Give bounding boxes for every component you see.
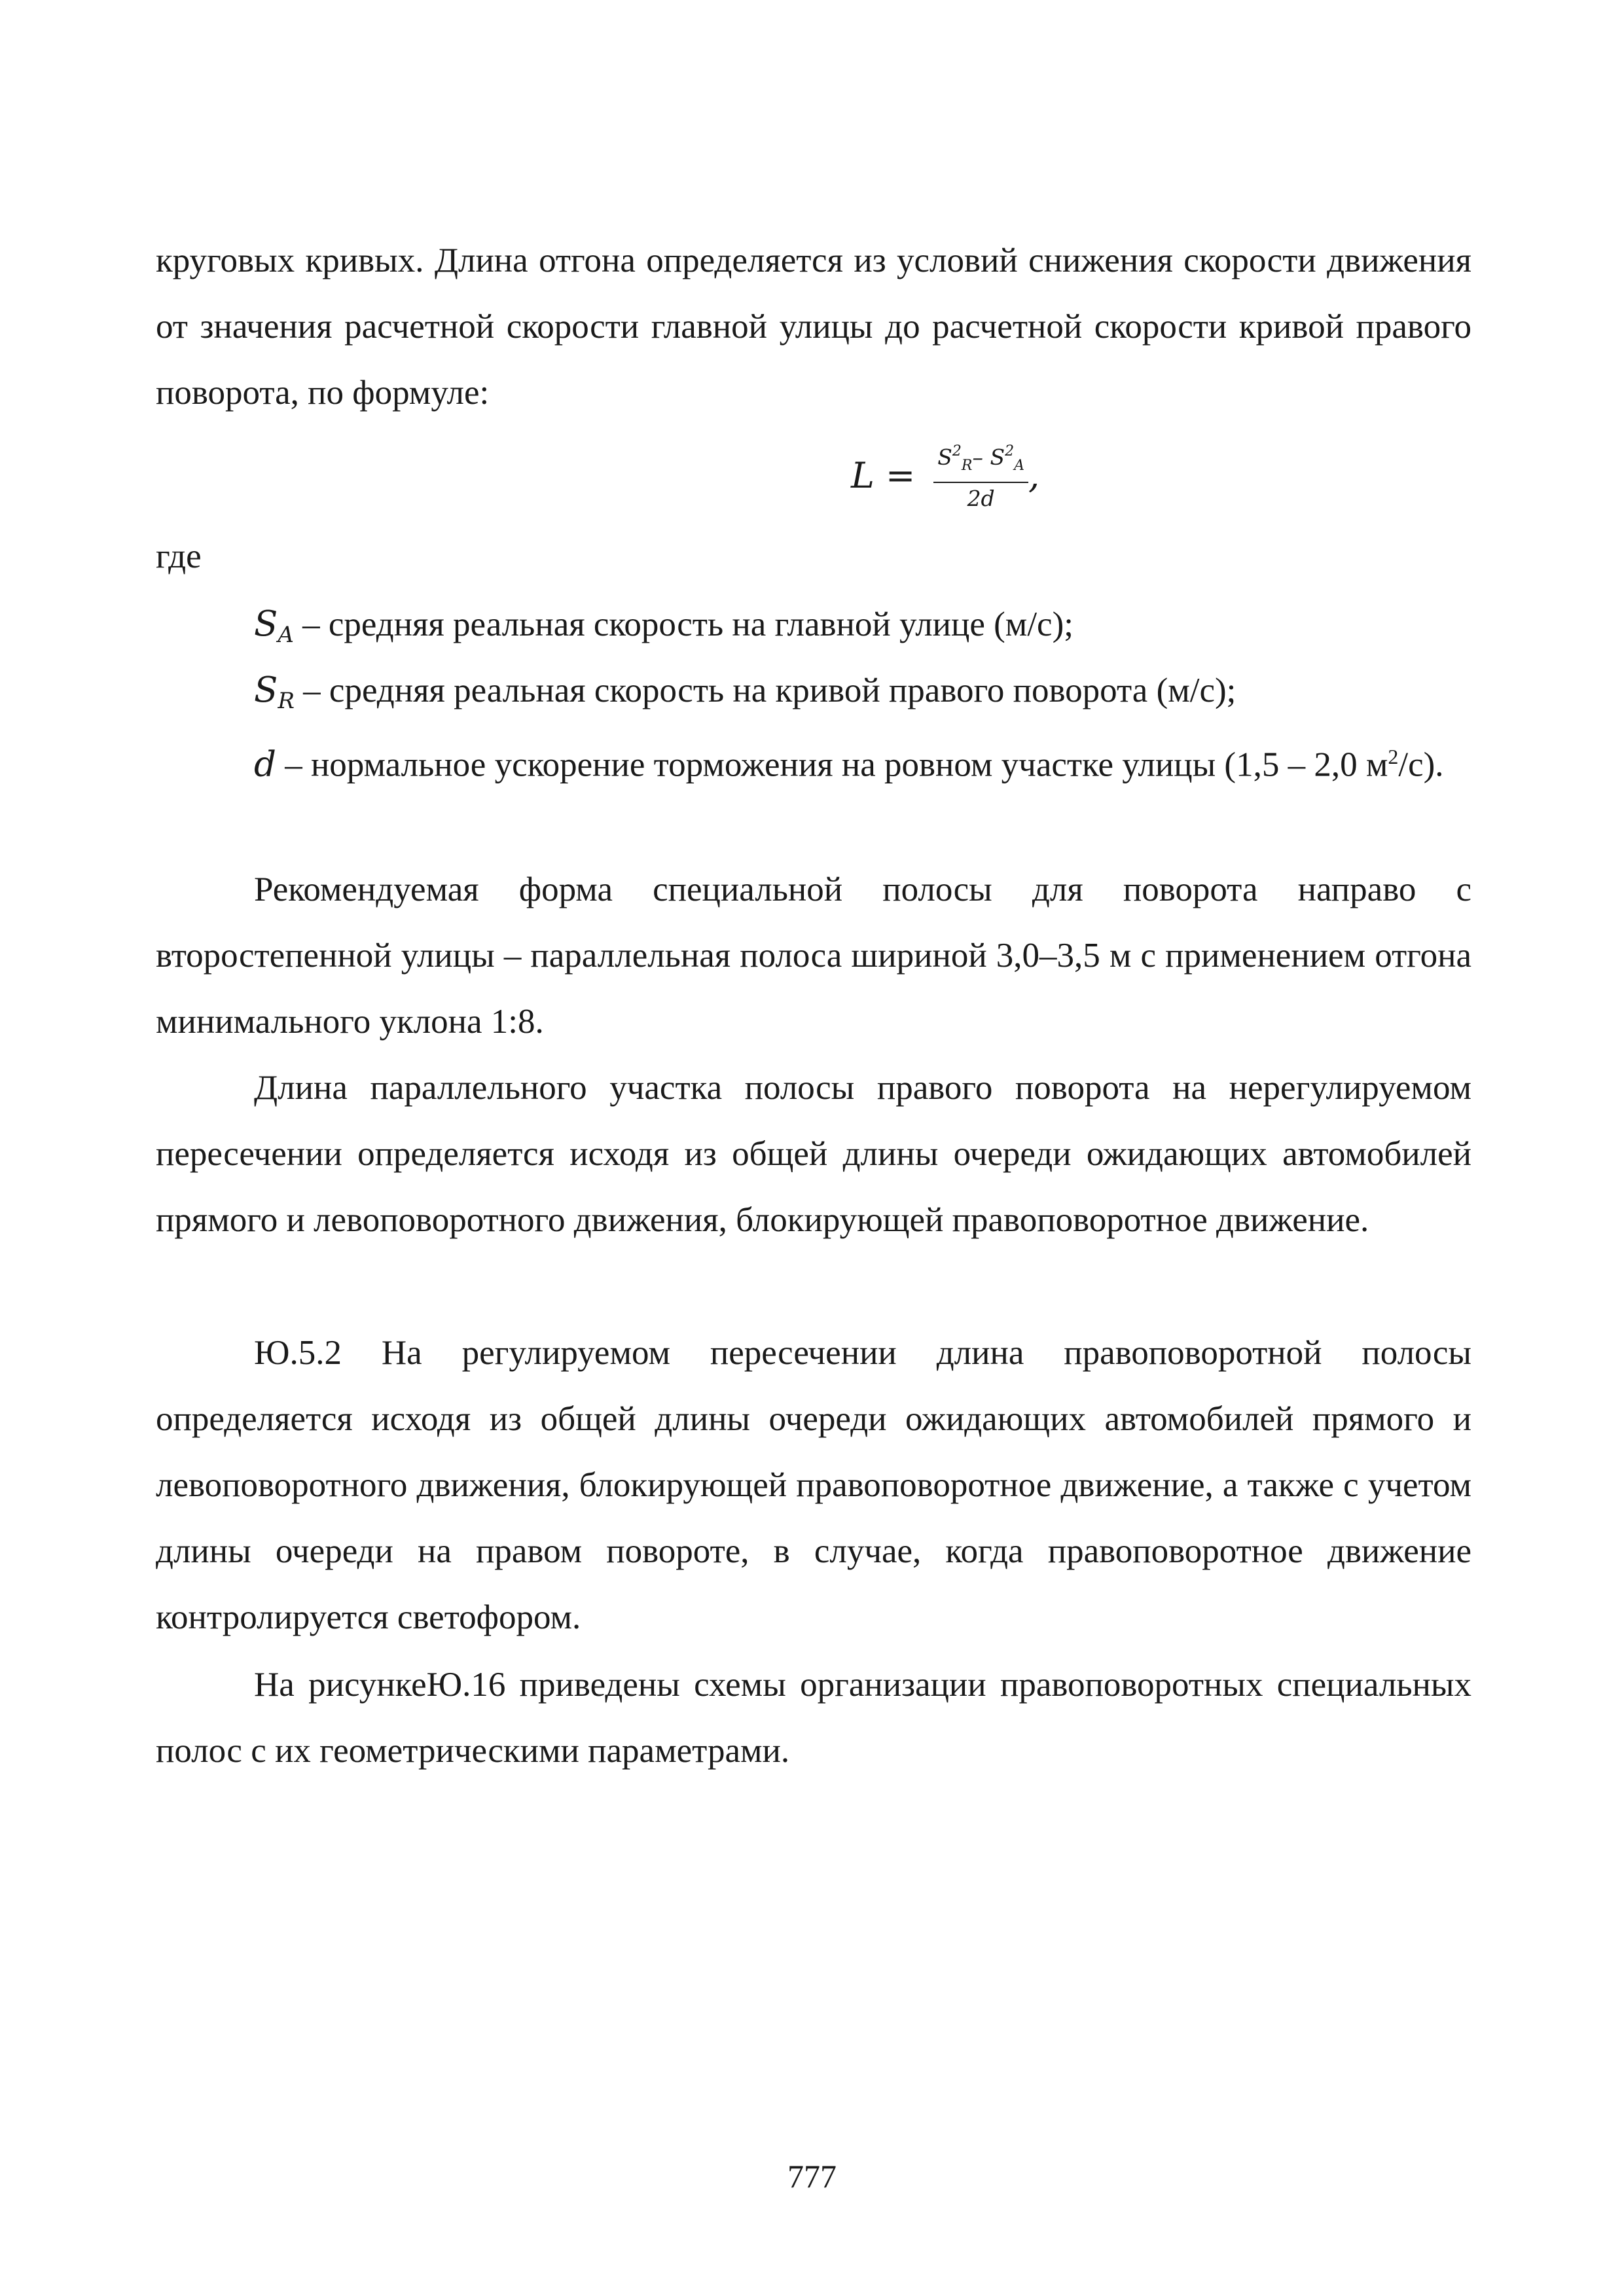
paragraph-regulated-intersection: Ю.5.2 На регулируемом пересечении длина правоповоротной полосы определяется исходя из общей длины очереди ожидающих автомобилей прямого и левоповоротного движения, блокирующей правоповоротное движение, а также с учетом длины очереди на правом повороте, в случае, когда правоповоротное движение контролируется светофором. bbox=[156, 1334, 1471, 1636]
variable-SR-symbol: $S_R$ bbox=[254, 670, 295, 714]
variable-SR: $S_R$ – средняя реальная скорость на кривой правого поворота (м/с); bbox=[254, 670, 1236, 714]
formula-numerator: $S^2_R-$ $S^2_A$ bbox=[933, 439, 1028, 483]
formula-fraction bbox=[933, 439, 1028, 512]
formula-L bbox=[851, 439, 1039, 512]
paragraph-recommended-form: Рекомендуемая форма специальной полосы для поворота направо с второстепенной улицы – параллельная полоса шириной 3,0–3,5 м с применением отгона минимального уклона 1:8. bbox=[156, 870, 1471, 1041]
variable-SA-symbol: $S_A$ bbox=[254, 604, 294, 648]
paragraph-figure-reference: На рисункеЮ.16 приведены схемы организации правоповоротных специальных полос с их геометрическими параметрами. bbox=[156, 1666, 1471, 1770]
formula-denominator: 2d bbox=[967, 486, 995, 511]
formula-comma: , bbox=[1028, 454, 1040, 496]
paragraph-parallel-length: Длина параллельного участка полосы правого поворота на нерегулируемом пересечении определяется исходя из общей длины очереди ожидающих автомобилей прямого и левоповоротного движения, блокирующей правоповоротное движение. bbox=[156, 1069, 1471, 1239]
variable-SA: $S_A$ – средняя реальная скорость на главной улице (м/с); bbox=[254, 604, 1074, 648]
formula-lhs: L = bbox=[851, 454, 916, 496]
where-label: где bbox=[156, 537, 202, 575]
paragraph-intro: круговых кривых. Длина отгона определяется из условий снижения скорости движения от значения расчетной скорости главной улицы до расчетной скорости кривой правого поворота, по формуле: bbox=[156, 242, 1471, 412]
variable-d: d – нормальное ускорение торможения на ровном участке улицы (1,5 – 2,0 $м^2/с$). bbox=[254, 744, 1444, 785]
page-number: 777 bbox=[787, 2158, 837, 2195]
variable-d-symbol: d bbox=[254, 744, 276, 785]
